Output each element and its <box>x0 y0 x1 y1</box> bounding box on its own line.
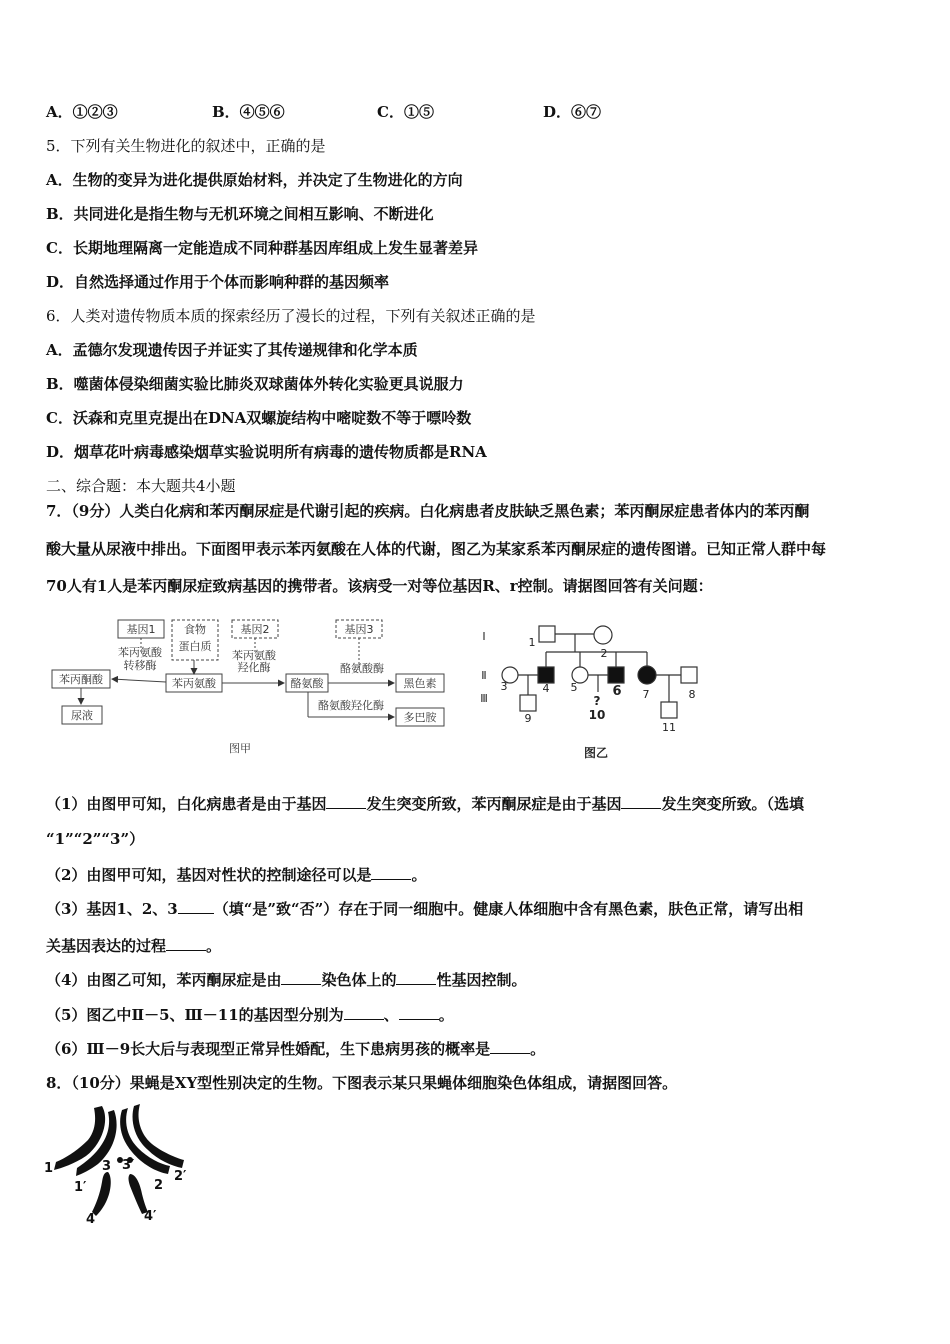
answer-blank[interactable] <box>490 1053 530 1054</box>
q7-sub5-text-b: 、 <box>383 1006 399 1024</box>
q7-sub1 <box>46 793 804 815</box>
q7-sub4-text-b: 染色体上的 <box>321 971 397 989</box>
q7-sub6 <box>46 1038 545 1060</box>
fly-label-3: 3 <box>102 1159 112 1174</box>
q7-sub3 <box>46 898 803 920</box>
fly-label-2: 2 <box>154 1178 164 1193</box>
q5-option-a: A．生物的变异为进化提供原始材料，并决定了生物进化的方向 <box>46 171 463 189</box>
answer-blank[interactable] <box>178 913 214 914</box>
fig-jia-gene2: 基因2 <box>240 623 270 636</box>
fig-jia-gene3: 基因3 <box>344 623 374 636</box>
pedigree-gen-I: Ⅰ <box>482 630 486 643</box>
pedigree-label-6: 6 <box>612 684 622 699</box>
q4-option-c: C．①⑤ <box>377 103 434 121</box>
fig-jia-enzyme3: 酪氨酸酶 <box>340 662 384 675</box>
q7-text-line-1: 7．（9分）人类白化病和苯丙酮尿症是代谢引起的疾病。白化病患者皮肤缺乏黑色素；苯丙酮尿症患者体内的苯丙酮 <box>46 502 810 520</box>
q7-sub5-text-c: 。 <box>438 1006 454 1024</box>
figure-fly-chromosomes <box>44 1102 194 1226</box>
fig-jia-enzyme4: 酪氨酸羟化酶 <box>318 699 384 712</box>
answer-blank[interactable] <box>344 1019 384 1020</box>
fig-jia-gene1: 基因1 <box>126 623 156 636</box>
q7-sub4 <box>46 969 526 991</box>
q5-option-c: C．长期地理隔离一定能造成不同种群基因库组成上发生显著差异 <box>46 239 478 257</box>
q7-sub1-text-c: 发生突变所致。（选填 <box>661 795 804 813</box>
pedigree-label-3: 3 <box>500 680 508 693</box>
q8-stem: 8．（10分）果蝇是XY型性别决定的生物。下图表示某只果蝇体细胞染色体组成，请据图回答。 <box>46 1074 678 1092</box>
answer-blank[interactable] <box>399 1019 439 1020</box>
q7-sub3-text-c: 关基因表达的过程 <box>46 937 167 955</box>
fig-jia-caption: 图甲 <box>229 742 251 755</box>
fig-jia-enzyme1-line2: 转移酶 <box>123 659 157 672</box>
pedigree-I-1 <box>539 626 555 642</box>
fly-label-2-prime: 2′ <box>174 1169 187 1184</box>
fig-jia-phenylpyruvate: 苯丙酮酸 <box>59 673 103 686</box>
answer-blank[interactable] <box>326 808 366 809</box>
pedigree-II-7 <box>638 666 656 684</box>
q4-option-d: D．⑥⑦ <box>543 103 602 121</box>
pedigree-label-1: 1 <box>528 636 536 649</box>
fig-jia-dopamine: 多巴胺 <box>403 711 437 724</box>
pedigree-label-9: 9 <box>524 712 532 725</box>
q4-options <box>46 101 601 123</box>
answer-blank[interactable] <box>621 808 661 809</box>
q7-sub5 <box>46 1004 454 1026</box>
q7-sub4-text-a: （4）由图乙可知，苯丙酮尿症是由 <box>46 971 282 989</box>
answer-blank[interactable] <box>281 984 321 985</box>
fig-jia-protein: 蛋白质 <box>178 640 212 653</box>
q6-stem: 6．人类对遗传物质本质的探索经历了漫长的过程，下列有关叙述正确的是 <box>46 307 536 325</box>
fig-jia-phenylalanine: 苯丙氨酸 <box>172 677 216 690</box>
pedigree-label-4: 4 <box>542 682 550 695</box>
answer-blank[interactable] <box>371 879 411 880</box>
q7-sub2-text-a: （2）由图甲可知，基因对性状的控制途径可以是 <box>46 866 372 884</box>
fig-yi-caption: 图乙 <box>583 746 609 760</box>
figure-yi-pedigree <box>470 612 710 764</box>
q6-option-d: D．烟草花叶病毒感染烟草实验说明所有病毒的遗传物质都是RNA <box>46 443 487 461</box>
pedigree-II-8 <box>681 667 697 683</box>
q7-sub1-text-a: （1）由图甲可知，白化病患者是由于基因 <box>46 795 327 813</box>
pedigree-label-10: 10 <box>588 708 606 722</box>
pedigree-unknown-mark: ? <box>593 694 601 708</box>
q7-sub3-text-a: （3）基因1、2、3 <box>46 900 178 918</box>
q5-option-b: B．共同进化是指生物与无机环境之间相互影响、不断进化 <box>46 205 434 223</box>
q6-option-b: B．噬菌体侵染细菌实验比肺炎双球菌体外转化实验更具说服力 <box>46 375 464 393</box>
pedigree-gen-II: Ⅱ <box>481 669 487 682</box>
fly-label-3-prime: 3′ <box>122 1158 135 1173</box>
q7-sub2 <box>46 864 426 886</box>
pedigree-III-11 <box>661 702 677 718</box>
figure-jia-pathway <box>46 612 461 760</box>
answer-blank[interactable] <box>396 984 436 985</box>
chromosome-4 <box>92 1172 111 1216</box>
fig-jia-enzyme1-line1: 苯丙氨酸 <box>118 646 162 659</box>
pedigree-label-2: 2 <box>600 647 608 660</box>
pedigree-label-7: 7 <box>642 688 650 701</box>
pedigree-label-5: 5 <box>570 681 578 694</box>
pedigree-label-11: 11 <box>662 721 676 734</box>
pedigree-I-2 <box>594 626 612 644</box>
fly-label-1-prime: 1′ <box>74 1180 87 1195</box>
q6-option-c: C．沃森和克里克提出在DNA双螺旋结构中嘧啶数不等于嘌呤数 <box>46 409 472 427</box>
q7-sub3-text-d: 。 <box>206 937 222 955</box>
fly-label-4: 4 <box>86 1212 96 1226</box>
fly-label-1: 1 <box>44 1161 54 1176</box>
fly-label-4-prime: 4′ <box>144 1209 157 1224</box>
fig-jia-food: 食物 <box>184 623 206 636</box>
section-heading: 二、综合题：本大题共4小题 <box>46 477 236 495</box>
pedigree-II-6 <box>608 667 624 683</box>
answer-blank[interactable] <box>166 950 206 951</box>
fig-jia-enzyme2-line1: 苯丙氨酸 <box>232 649 276 662</box>
q4-option-b: B．④⑤⑥ <box>212 103 285 121</box>
q7-sub3-text-b: （填“是”致“否”）存在于同一细胞中。健康人体细胞中含有黑色素，肤色正常，请写出相 <box>213 900 804 918</box>
fig-jia-tyrosine: 酪氨酸 <box>290 677 324 690</box>
q7-sub3-cont <box>46 935 221 957</box>
pedigree-gen-III: Ⅲ <box>480 692 488 705</box>
q7-sub6-text-a: （6）Ⅲ－9长大后与表现型正常异性婚配，生下患病男孩的概率是 <box>46 1040 491 1058</box>
chromosome-4-prime <box>129 1174 149 1214</box>
q7-sub4-text-c: 性基因控制。 <box>436 971 527 989</box>
fig-jia-enzyme2-line2: 羟化酶 <box>237 661 271 674</box>
fig-jia-melanin: 黑色素 <box>403 677 437 690</box>
q7-sub2-text-b: 。 <box>411 866 427 884</box>
q7-sub6-text-b: 。 <box>530 1040 546 1058</box>
q7-sub1-text-b: 发生突变所致，苯丙酮尿症是由于基因 <box>366 795 622 813</box>
fig-jia-urine: 尿液 <box>71 709 93 722</box>
q6-option-a: A．孟德尔发现遗传因子并证实了其传递规律和化学本质 <box>46 341 418 359</box>
q7-sub5-text-a: （5）图乙中Ⅱ－5、Ⅲ－11的基因型分别为 <box>46 1006 344 1024</box>
q5-option-d: D．自然选择通过作用于个体而影响种群的基因频率 <box>46 273 390 291</box>
q5-stem: 5．下列有关生物进化的叙述中，正确的是 <box>46 137 326 155</box>
q7-sub1-cont: “1”“2”“3”） <box>46 830 145 848</box>
pedigree-II-4 <box>538 667 554 683</box>
q7-text-line-2: 酸大量从尿液中排出。下面图甲表示苯丙氨酸在人体的代谢，图乙为某家系苯丙酮尿症的遗传图谱。已知正常人群中每 <box>46 540 827 558</box>
pedigree-label-8: 8 <box>688 688 696 701</box>
q7-text-line-3: 70人有1人是苯丙酮尿症致病基因的携带者。该病受一对等位基因R、r控制。请据图回答有关问题： <box>46 577 713 595</box>
pedigree-III-9 <box>520 695 536 711</box>
q4-option-a: A．①②③ <box>46 103 118 121</box>
